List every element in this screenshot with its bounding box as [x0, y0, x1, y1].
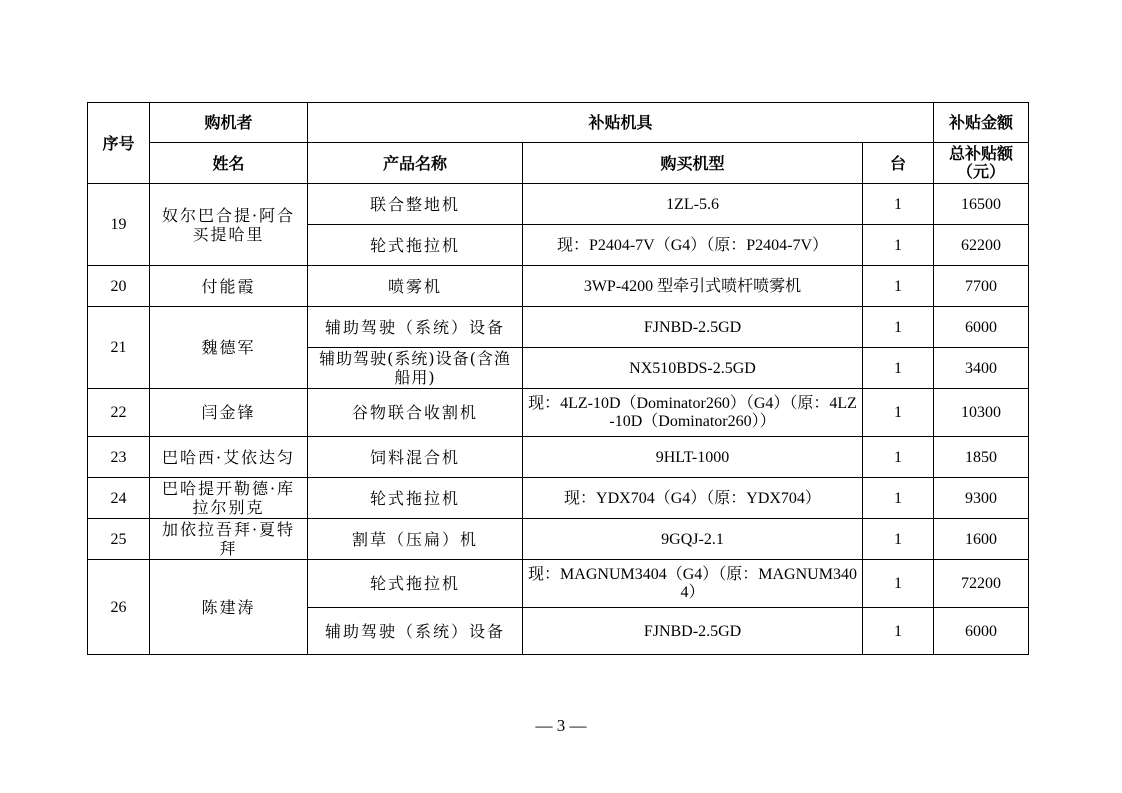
row-model: FJNBD-2.5GD [523, 608, 863, 655]
row-seq: 25 [88, 519, 150, 560]
row-amount: 6000 [934, 608, 1029, 655]
row-units: 1 [863, 266, 934, 307]
row-model: 1ZL-5.6 [523, 184, 863, 225]
table-row [88, 478, 1029, 519]
row-units: 1 [863, 348, 934, 389]
row-amount: 6000 [934, 307, 1029, 348]
row-model: NX510BDS-2.5GD [523, 348, 863, 389]
header-name: 姓名 [150, 143, 308, 184]
row-product: 割草（压扁）机 [308, 519, 523, 560]
header-buyer: 购机者 [150, 103, 308, 143]
row-product: 辅助驾驶（系统）设备 [308, 307, 523, 348]
row-amount: 16500 [934, 184, 1029, 225]
row-model: FJNBD-2.5GD [523, 307, 863, 348]
row-seq: 26 [88, 560, 150, 655]
header-seq: 序号 [88, 103, 150, 184]
row-product: 辅助驾驶(系统)设备(含渔船用) [308, 348, 523, 389]
row-product: 轮式拖拉机 [308, 560, 523, 608]
header-subsidy-amount: 补贴金额 [934, 103, 1029, 143]
row-buyer: 巴哈西·艾依达匀 [150, 437, 308, 478]
row-amount: 10300 [934, 389, 1029, 437]
header-product-name: 产品名称 [308, 143, 523, 184]
table-row [88, 437, 1029, 478]
row-seq: 20 [88, 266, 150, 307]
header-model: 购买机型 [523, 143, 863, 184]
row-model: 现：MAGNUM3404（G4）（原：MAGNUM3404） [523, 560, 863, 608]
row-model: 现：4LZ-10D（Dominator260）（G4）（原：4LZ-10D（Dominator260）） [523, 389, 863, 437]
row-buyer: 魏德军 [150, 307, 308, 389]
row-product: 联合整地机 [308, 184, 523, 225]
table-row [88, 560, 1029, 608]
row-product: 辅助驾驶（系统）设备 [308, 608, 523, 655]
row-units: 1 [863, 608, 934, 655]
row-amount: 3400 [934, 348, 1029, 389]
header-units: 台 [863, 143, 934, 184]
row-model: 9HLT-1000 [523, 437, 863, 478]
row-seq: 22 [88, 389, 150, 437]
row-buyer: 陈建涛 [150, 560, 308, 655]
row-units: 1 [863, 560, 934, 608]
row-buyer: 奴尔巴合提·阿合买提哈里 [150, 184, 308, 266]
row-buyer: 付能霞 [150, 266, 308, 307]
row-seq: 23 [88, 437, 150, 478]
row-units: 1 [863, 225, 934, 266]
table-row [88, 389, 1029, 437]
row-amount: 72200 [934, 560, 1029, 608]
row-model: 9GQJ-2.1 [523, 519, 863, 560]
row-product: 喷雾机 [308, 266, 523, 307]
header-subsidized-machine: 补贴机具 [308, 103, 934, 143]
row-units: 1 [863, 389, 934, 437]
table-row [88, 184, 1029, 225]
row-amount: 9300 [934, 478, 1029, 519]
row-units: 1 [863, 519, 934, 560]
row-amount: 1850 [934, 437, 1029, 478]
row-product: 轮式拖拉机 [308, 225, 523, 266]
row-buyer: 巴哈提开勒德·库拉尔别克 [150, 478, 308, 519]
page-number: — 3 — [535, 716, 587, 735]
row-units: 1 [863, 184, 934, 225]
table-row [88, 307, 1029, 348]
row-seq: 19 [88, 184, 150, 266]
row-buyer: 闫金锋 [150, 389, 308, 437]
row-product: 谷物联合收割机 [308, 389, 523, 437]
row-product: 轮式拖拉机 [308, 478, 523, 519]
subsidy-table [87, 102, 1029, 655]
row-units: 1 [863, 478, 934, 519]
row-product: 饲料混合机 [308, 437, 523, 478]
row-seq: 21 [88, 307, 150, 389]
row-model: 3WP-4200 型牵引式喷杆喷雾机 [523, 266, 863, 307]
row-amount: 7700 [934, 266, 1029, 307]
row-model: 现：YDX704（G4）（原：YDX704） [523, 478, 863, 519]
row-units: 1 [863, 437, 934, 478]
row-amount: 1600 [934, 519, 1029, 560]
row-units: 1 [863, 307, 934, 348]
row-seq: 24 [88, 478, 150, 519]
row-amount: 62200 [934, 225, 1029, 266]
header-total-subsidy: 总补贴额（元） [934, 143, 1029, 184]
row-buyer: 加依拉吾拜·夏特拜 [150, 519, 308, 560]
table-row [88, 266, 1029, 307]
row-model: 现：P2404-7V（G4）（原：P2404-7V） [523, 225, 863, 266]
table-row [88, 519, 1029, 560]
